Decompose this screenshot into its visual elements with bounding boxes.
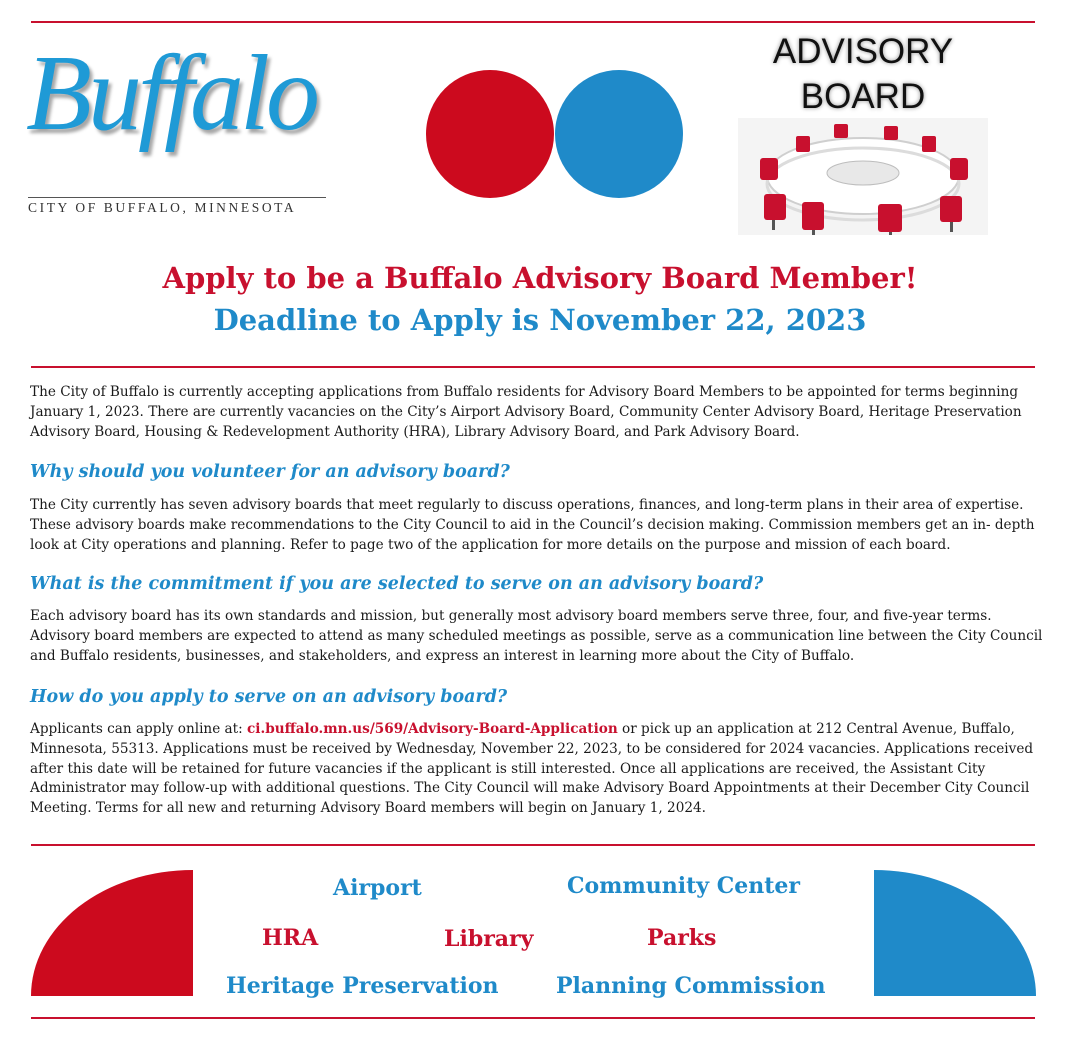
advisory-graphic-line2: BOARD [800, 77, 926, 116]
red-circle [426, 70, 554, 198]
section-body-commitment: Each advisory board has its own standards and mission, but generally most advisory board members serve three, four, and five-year terms. Advisory board members are expected to attend as many scheduled meetings as possible, serve as a communication line between the City Council and Buffalo residents, businesses, and stakeholders, and express an interest in learning more about the City of Buffalo. [30, 608, 1043, 664]
advisory-graphic-line1: ADVISORY [772, 32, 954, 71]
board-planning-commission: Planning Commission [556, 973, 826, 999]
red-quarter-circle-graphic [31, 870, 193, 996]
section-body-apply [30, 720, 1050, 819]
blue-circle [555, 70, 683, 198]
board-heritage-preservation: Heritage Preservation [226, 973, 499, 999]
section-heading-apply: How do you apply to serve on an advisory board? [30, 687, 508, 707]
intro-paragraph: The City of Buffalo is currently accepting applications from Buffalo residents for Advisory Board Members to be appointed for terms beginning January 1, 2023. There are currently vacancies on the City’s Airport Advisory Board, Community Center Advisory Board, Heritage Preservation Advisory Board, Housing & Redevelopment Authority (HRA), Library Advisory Board, and Park Advisory Board. [30, 384, 1022, 440]
advisory-board-graphic [738, 30, 988, 235]
conference-table-illustration [738, 118, 988, 235]
top-divider [31, 21, 1035, 23]
brand-circles-graphic [425, 70, 685, 200]
section-heading-commitment: What is the commitment if you are selected to serve on an advisory board? [30, 574, 764, 594]
board-library: Library [444, 926, 534, 952]
board-hra: HRA [262, 925, 319, 951]
headline-divider [31, 366, 1035, 368]
blue-quarter-circle-graphic [874, 870, 1036, 996]
logo-subtitle: CITY OF BUFFALO, MINNESOTA [28, 200, 297, 215]
bottom-divider [31, 1017, 1035, 1019]
board-airport: Airport [333, 875, 422, 901]
board-parks: Parks [647, 925, 717, 951]
section-heading-why: Why should you volunteer for an advisory board? [30, 462, 510, 482]
deadline-headline: Deadline to Apply is November 22, 2023 [213, 303, 867, 337]
footer-top-divider [31, 844, 1035, 846]
section-body-why: The City currently has seven advisory boards that meet regularly to discuss operations, finances, and long-term plans in their area of expertise. These advisory boards make recommendations to the City Council to aid in the Council’s decision making. Commission members get an in- depth look at City operations and planning. Refer to page two of the application for more details on the purpose and mission of each board. [30, 497, 1035, 553]
logo-rule [28, 197, 326, 198]
logo-wordmark: Buffalo [26, 34, 316, 153]
board-community-center: Community Center [567, 873, 800, 899]
city-logo [26, 34, 331, 220]
apply-text-before: Applicants can apply online at: [30, 721, 248, 737]
page-headline: Apply to be a Buffalo Advisory Board Member! [162, 261, 918, 295]
application-link[interactable]: ci.buffalo.mn.us/569/Advisory-Board-Application [247, 721, 618, 737]
apply-text-after: or pick up an application at 212 Central Avenue, Buffalo, Minnesota, 55313. Applications must be received by Wednesday, November 22, 2023, to be considered for 2024 vacancies. Applications received after this date will be retained for future vacancies if the applicant is still interested. Once all applications are received, the Assistant City Administrator may follow-up with additional questions. The City Council will make Advisory Board Appointments at their December City Council Meeting. Terms for all new and returning Advisory Board members will begin on January 1, 2024. [30, 721, 1034, 817]
